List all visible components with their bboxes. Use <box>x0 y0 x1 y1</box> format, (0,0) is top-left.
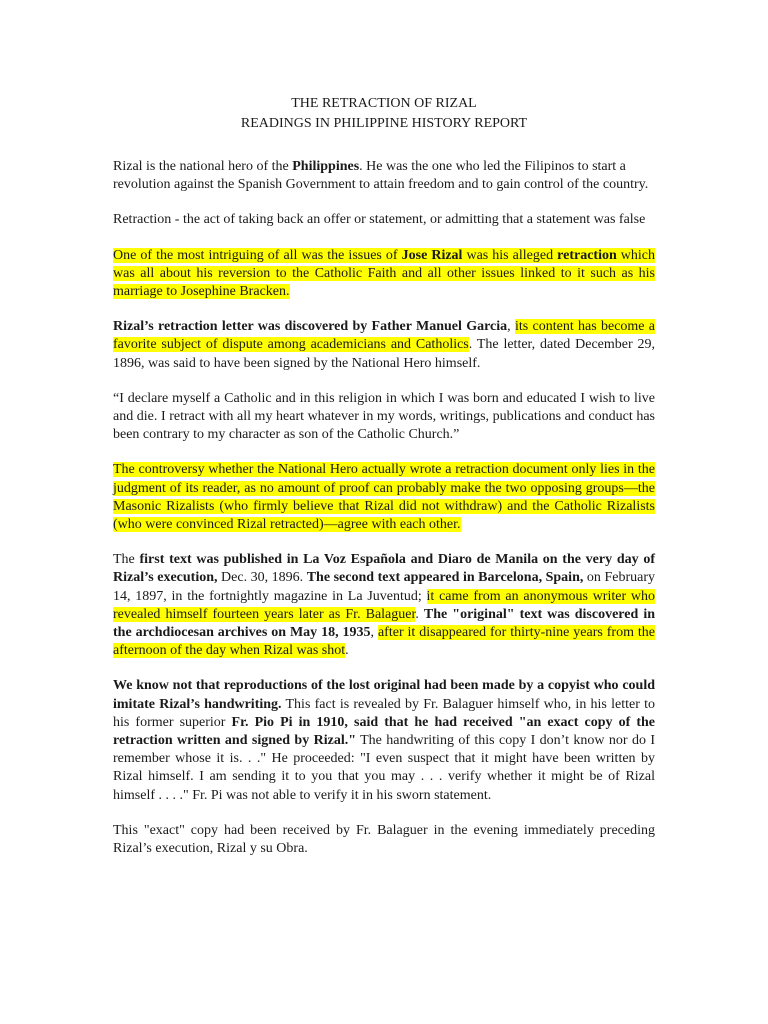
bold-run: Jose Rizal <box>401 247 463 263</box>
paragraph-intro <box>113 158 655 194</box>
text-run: The <box>113 552 140 568</box>
document-title <box>113 94 655 134</box>
paragraph-definition <box>113 211 655 229</box>
bold-run: The "original" text was discovered in the archdiocesan archives on May 18, 1935 <box>113 606 655 641</box>
text-run: This fact is revealed by Fr. Balaguer himself who, in his letter to his former superior <box>113 696 655 730</box>
paragraph-letter <box>113 318 655 373</box>
text-run: Retraction - the act of taking back an offer or statement, or admitting that a statement was false <box>113 212 646 228</box>
text-run: was his alleged <box>462 247 558 263</box>
paragraph-controversy <box>113 461 655 534</box>
paragraph-quote <box>113 390 655 445</box>
highlighted-run: The controversy whether the National Hero actually wrote a retraction document only lies in the judgment of its reader, as no amount of proof can probably make the two opposing groups—the Masonic Rizalists (who firmly believe that Rizal did not withdraw) and the Catholic Rizalists (who were convinced Rizal retracted)—agree with each other. <box>113 462 655 533</box>
bold-run: retraction <box>557 247 617 263</box>
highlighted-run <box>113 248 655 299</box>
text-run: on February 14, 1897, in the fortnightly magazine in La Juventud; <box>113 570 655 604</box>
bold-run: Rizal’s retraction letter was discovered by Father Manuel Garcia <box>113 319 508 335</box>
text-run: . The letter, dated December 29, 1896, was said to have been signed by the National Hero himself. <box>113 337 656 371</box>
bold-run: We know not that reproductions of the lost original had been made by a copyist who could imitate Rizal’s handwriting. <box>113 678 655 712</box>
text-run: Rizal is the national hero of the <box>113 159 293 174</box>
text-run: Dec. 30, 1896. <box>217 570 307 586</box>
bold-run: Philippines <box>292 159 360 174</box>
paragraph-texts <box>113 551 655 660</box>
text-run: One of the most intriguing of all was the issues of <box>113 247 402 263</box>
text-run: which was all about his reversion to the Catholic Faith and all other issues linked to it such as his marriage to Josephine Bracken. <box>113 247 656 300</box>
text-run: , <box>370 625 378 641</box>
text-run: . <box>415 606 424 622</box>
text-run: , <box>507 319 515 335</box>
title-line-1: THE RETRACTION OF RIZAL <box>291 96 477 111</box>
text-run: . He was the one who led the Filipinos to start a revolution against the Spanish Government to attain freedom and to gain control of the country. <box>113 159 649 193</box>
text-run: This "exact" copy had been received by Fr. Balaguer in the evening immediately preceding Rizal’s execution, Rizal y su Obra. <box>113 822 655 857</box>
paragraph-issues <box>113 247 655 302</box>
bold-run: The second text appeared in Barcelona, Spain, <box>306 570 584 586</box>
highlighted-run: it came from an anonymous writer who revealed himself fourteen years later as Fr. Balaguer <box>113 588 656 622</box>
title-line-2: READINGS IN PHILIPPINE HISTORY REPORT <box>240 116 528 131</box>
highlighted-run: its content has become a favorite subject of dispute among academicians and Catholics <box>113 319 656 353</box>
text-run: . <box>345 643 349 659</box>
text-run: “I declare myself a Catholic and in this religion in which I was born and educated I wish to live and die. I retract with all my heart whatever in my words, writings, publications and conduct has been contrary to my character as son of the Catholic Church.” <box>113 390 655 443</box>
paragraph-exact-copy <box>113 822 655 858</box>
highlighted-run: after it disappeared for thirty-nine years from the afternoon of the day when Rizal was shot <box>113 625 655 659</box>
bold-run: Fr. Pio Pi in 1910, said that he had received "an exact copy of the retraction written and signed by Rizal." <box>113 714 655 749</box>
paragraph-copyist <box>113 677 655 804</box>
text-run: The handwriting of this copy I don’t know nor do I remember whose it is. . ." He proceeded: "I even suspect that it might have been written by Rizal himself. I am sending it to you that you may . . . verify whether it might be of Rizal himself . . . ." Fr. Pi was not able to verify it in his sworn statement. <box>113 733 656 803</box>
bold-run: first text was published in La Voz Española and Diaro de Manila on the very day of Rizal’s execution, <box>113 552 655 586</box>
